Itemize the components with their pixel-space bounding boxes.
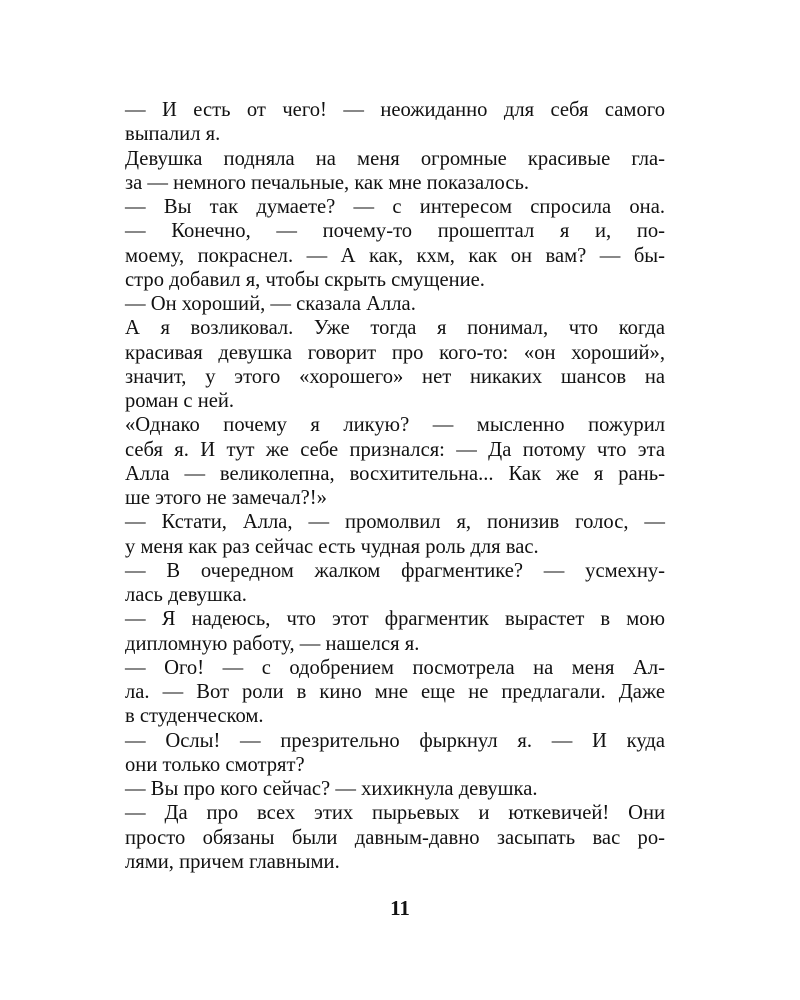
text-line: себя я. И тут же себе признался: — Да потому что эта (125, 438, 665, 461)
text-line: «Однако почему я ликую? — мысленно пожурил (125, 414, 665, 437)
text-line: лями, причем главными. (125, 850, 340, 873)
text-line: — Да про всех этих пырьевых и юткевичей! Они (125, 802, 665, 825)
text-line: — Я надеюсь, что этот фрагментик вырастет в мою (125, 608, 665, 631)
text-line: — Ого! — с одобрением посмотрела на меня Ал- (125, 656, 665, 679)
text-line: — Вы про кого сейчас? — хихикнула девушка. (125, 778, 538, 800)
text-line: — Конечно, — почему-то прошептал я и, по- (125, 220, 665, 243)
text-line: лась девушка. (125, 584, 247, 606)
text-line: в студенческом. (125, 705, 264, 728)
text-line: роман с ней. (125, 390, 235, 412)
text-line: выпалил я. (125, 123, 221, 146)
text-line: — Вы так думаете? — с интересом спросила она. (125, 196, 665, 218)
text-line: моему, покраснел. — А как, кхм, как он вам? — бы- (125, 244, 665, 267)
text-line: за — немного печальные, как мне показалось. (125, 171, 530, 194)
text-line: Алла — великолепна, восхитительна... Как же я рань- (125, 462, 665, 485)
page-number: 11 (390, 896, 410, 920)
text-line: Девушка подняла на меня огромные красивые гла- (125, 147, 665, 170)
text-line: стро добавил я, чтобы скрыть смущение. (125, 268, 485, 291)
text-line: ше этого не замечал?!» (125, 487, 327, 509)
text-line: — Кстати, Алла, — промолвил я, понизив голос, — (125, 511, 665, 534)
text-line: — В очередном жалком фрагментике? — усмехну- (125, 559, 665, 582)
text-line: А я возликовал. Уже тогда я понимал, что когда (125, 317, 665, 340)
book-page-text (125, 98, 665, 874)
text-line: просто обязаны были давным-давно засыпать вас ро- (125, 826, 665, 849)
text-line: они только смотрят? (125, 753, 305, 776)
text-line: — Он хороший, — сказала Алла. (125, 293, 416, 315)
text-line: дипломную работу, — нашелся я. (125, 632, 420, 655)
text-line: ла. — Вот роли в кино мне еще не предлагали. Даже (125, 681, 665, 703)
text-line: — Ослы! — презрительно фыркнул я. — И куда (125, 729, 665, 752)
text-line: значит, у этого «хорошего» нет никаких шансов на (125, 365, 665, 388)
text-line: — И есть от чего! — неожиданно для себя самого (125, 99, 665, 121)
text-line: красивая девушка говорит про кого-то: «он хороший», (125, 341, 665, 364)
text-line: у меня как раз сейчас есть чудная роль для вас. (125, 535, 539, 558)
